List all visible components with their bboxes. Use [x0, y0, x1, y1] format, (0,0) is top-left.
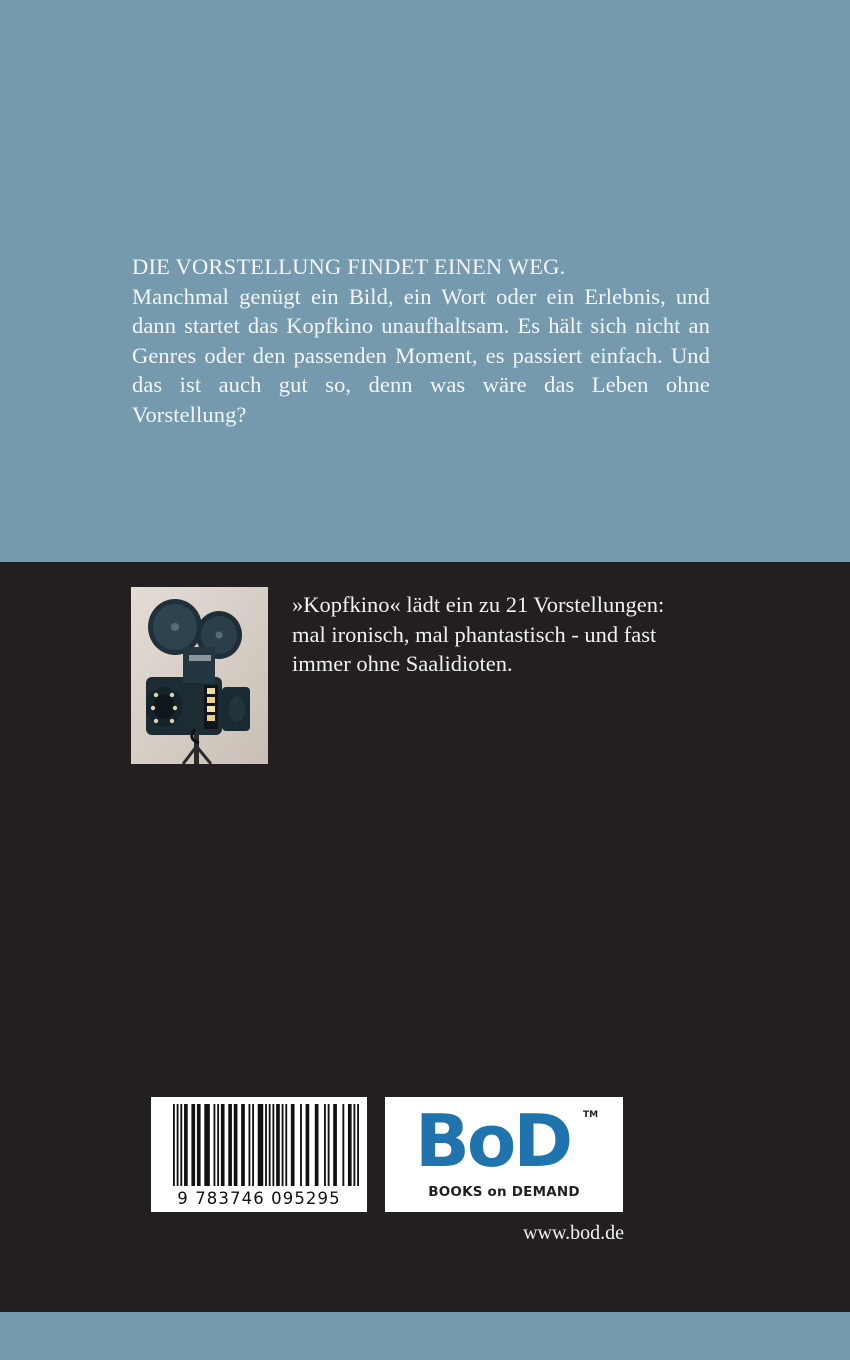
barcode-bar: [228, 1104, 232, 1186]
barcode-bar: [333, 1104, 337, 1186]
barcode-bar: [269, 1104, 271, 1186]
barcode-bar: [241, 1104, 245, 1186]
film-camera-icon: [131, 587, 268, 764]
barcode-bar: [315, 1104, 319, 1186]
top-blue-panel: [0, 0, 850, 562]
barcode-bar: [197, 1104, 201, 1186]
barcode-bar: [217, 1104, 219, 1186]
bod-logo-text: BoD: [415, 1099, 571, 1183]
barcode-bar: [173, 1104, 175, 1186]
barcode-bar: [234, 1104, 238, 1186]
barcode-bar: [258, 1104, 264, 1186]
publisher-website: www.bod.de: [523, 1222, 624, 1244]
publisher-tagline: BOOKS on DEMAND: [428, 1184, 580, 1200]
blurb-heading: DIE VORSTELLUNG FINDET EINEN WEG.: [132, 254, 566, 279]
barcode-bar: [191, 1104, 195, 1186]
barcode-bar: [353, 1104, 355, 1186]
barcode-bar: [221, 1104, 225, 1186]
barcode-bar: [306, 1104, 310, 1186]
barcode-bar: [291, 1104, 295, 1186]
barcode-bar: [272, 1104, 274, 1186]
blurb: [132, 252, 710, 430]
barcode-bar: [180, 1104, 182, 1186]
barcode-bar: [276, 1104, 280, 1186]
barcode-bar: [328, 1104, 330, 1186]
teaser-line: immer ohne Saalidioten.: [292, 651, 513, 677]
teaser-line: »Kopfkino« lädt ein zu 21 Vorstellungen:: [292, 592, 665, 617]
trademark-mark: TM: [583, 1110, 599, 1120]
teaser-line: mal ironisch, mal phantastisch - und fast: [292, 621, 657, 647]
barcode-bar: [348, 1104, 352, 1186]
barcode-bar: [265, 1104, 267, 1186]
barcode-bar: [357, 1104, 359, 1186]
isbn-number: 9 783746 095295: [177, 1189, 341, 1208]
barcode-bar: [177, 1104, 179, 1186]
barcode-bar: [214, 1104, 216, 1186]
barcode-bars: [151, 1097, 367, 1189]
barcode-bar: [285, 1104, 287, 1186]
barcode-bar: [249, 1104, 251, 1186]
barcode-bar: [204, 1104, 210, 1186]
isbn-barcode: [151, 1097, 367, 1212]
bottom-blue-band: [0, 1312, 850, 1360]
barcode-bar: [252, 1104, 254, 1186]
barcode-bar: [184, 1104, 188, 1186]
publisher-logo: [385, 1097, 623, 1212]
film-camera-photo: [131, 587, 268, 764]
barcode-bar: [282, 1104, 284, 1186]
barcode-bar: [342, 1104, 344, 1186]
barcode-bar: [300, 1104, 302, 1186]
barcode-bar: [324, 1104, 326, 1186]
teaser-text: [292, 590, 732, 679]
blurb-body: Manchmal genügt ein Bild, ein Wort oder ein Erlebnis, und dann startet das Kopfkino unaufhaltsam. Es hält sich nicht an Genres oder den passenden Moment, es passiert einfach. Und das ist auch gut so, denn was wäre das Leben ohne Vorstellung?: [132, 283, 710, 427]
